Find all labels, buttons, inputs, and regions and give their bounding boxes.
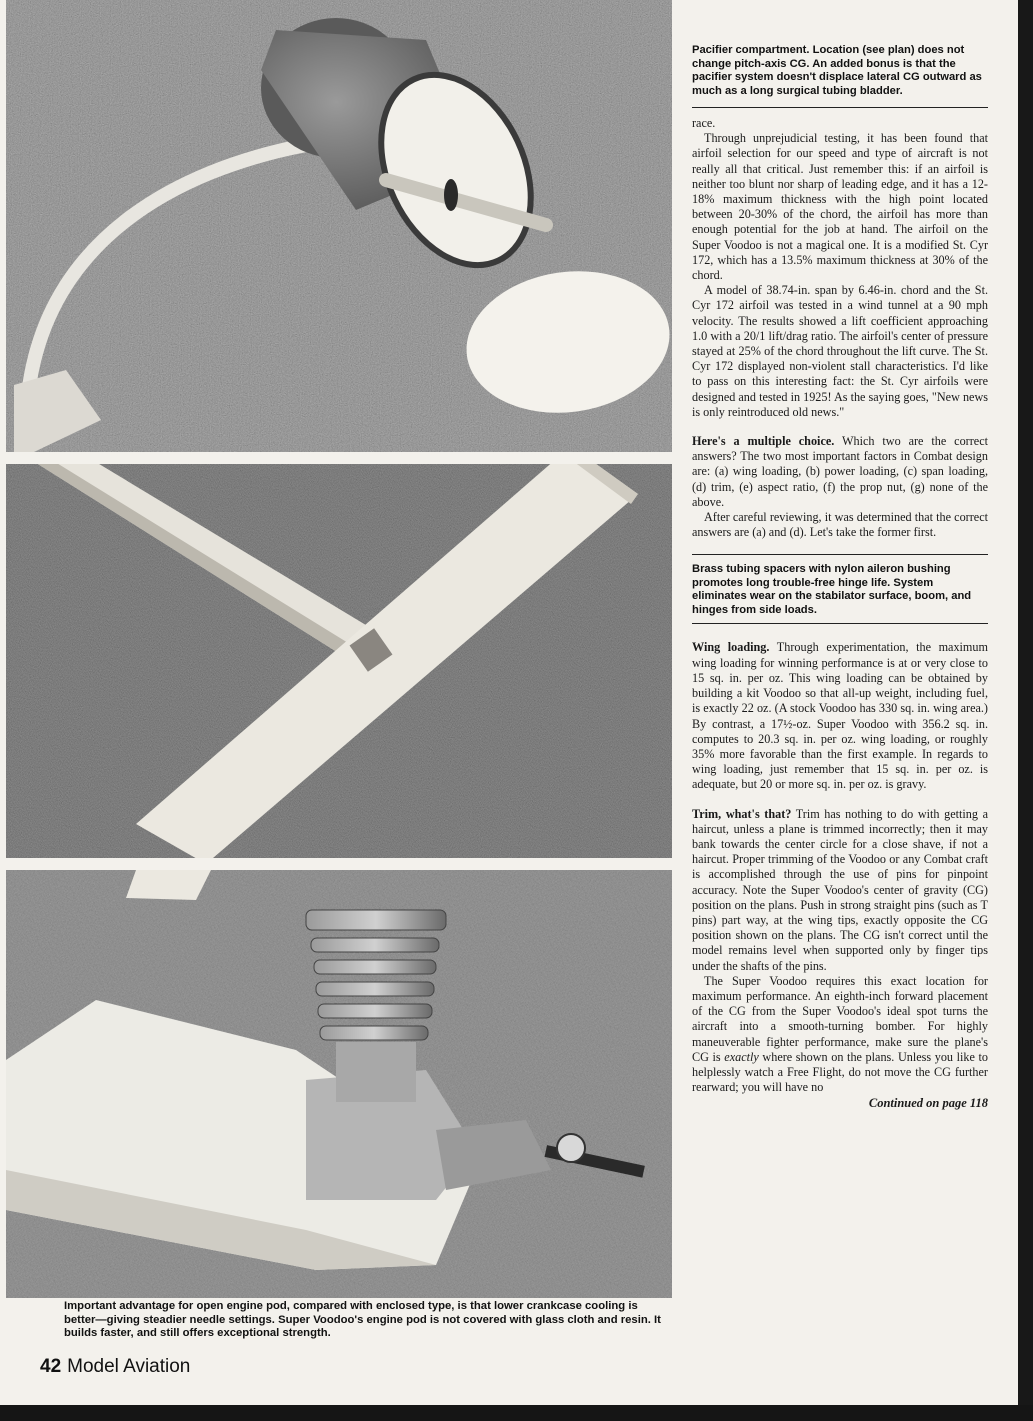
paragraph-correct-answers: After careful reviewing, it was determined that the correct answers are (a) and (d). Let's take the former first. xyxy=(692,510,988,540)
caption-pacifier: Pacifier compartment. Location (see plan) does not change pitch-axis CG. An added bonus is that the pacifier system doesn't displace lateral CG outward as much as a long surgical tubing bladder. xyxy=(692,44,982,97)
multiple-choice-heading: Here's a multiple choice. xyxy=(692,434,835,449)
paragraph-wing-loading xyxy=(692,640,988,792)
cg-text-2: where shown on the plans. Unless you like to helplessly watch a Free Flight, do not move the CG further rearward; you will have no xyxy=(692,1049,988,1095)
paragraph-wind-tunnel: A model of 38.74-in. span by 6.46-in. chord and the St. Cyr 172 airfoil was tested in a wind tunnel at a 90 mph velocity. The results showed a lift coefficient approaching 1.0 with a 20/1 lift/drag ratio. The airfoil's center of pressure stayed at 25% of the chord throughout the lift curve. The St. Cyr 172 displayed non-violent stall characteristics. I'd like to pass on this interesting fact: the St. Cyr airfoils were designed and tested in 1925! As the saying goes, "New news is only reintroduced old news." xyxy=(692,283,988,419)
cg-text-emphasis: exactly xyxy=(724,1049,759,1064)
paragraph-airfoil-selection: Through unprejudicial testing, it has been found that airfoil selection for our speed and type of aircraft is not really all that critical. Just remember this: if an airfoil is neither too blunt nor sharp of leading edge, and it has a 12-18% maximum thickness with the high point located between 20-30% of the chord, the airfoil has more than enough potential for the job at hand. The airfoil on the Super Voodoo is not a magical one. It is a modified St. Cyr 172, which has a 13.5% maximum thickness at 30% of the chord. xyxy=(692,131,988,283)
stabilator-photo-image xyxy=(6,464,672,858)
paragraph-cg-location xyxy=(692,974,988,1096)
trim-text: Trim has nothing to do with getting a haircut, unless a plane is trimmed incorrectly; then it may bank towards the center circle for a close shave, if not a haircut. Proper trimming of the Voodoo or any Combat craft is accomplished through the use of pins for pinpoint accuracy. Note the Super Voodoo's center of gravity (CG) position on the plans. Push in strong straight pins (such as T pins) part way, at the wing tips, exactly opposite the CG position shown on the plans. The CG isn't correct until the model remains level when supported only by finger tips under the shafts of the pins. xyxy=(692,806,988,973)
page-folio xyxy=(40,1356,190,1378)
photo-stabilator-boom xyxy=(6,464,672,858)
scan-edge-right xyxy=(1018,0,1033,1421)
caption-rule xyxy=(692,623,988,624)
caption-rule xyxy=(692,554,988,555)
photo-engine-pod xyxy=(6,870,672,1298)
paragraph-race: race. xyxy=(692,116,716,130)
photo-pacifier-compartment xyxy=(6,0,672,452)
photo-divider xyxy=(6,858,672,870)
wing-loading-heading: Wing loading. xyxy=(692,640,770,655)
scan-edge-bottom xyxy=(0,1405,1033,1421)
caption-brass-tubing: Brass tubing spacers with nylon aileron bushing promotes long trouble-free hinge life. System eliminates wear on the stabilator surface, boom, and hinges from side loads. xyxy=(692,563,972,616)
pacifier-photo-image xyxy=(6,0,672,452)
paragraph-multiple-choice xyxy=(692,434,988,510)
trim-heading: Trim, what's that? xyxy=(692,806,792,821)
article-text-column xyxy=(692,44,988,1111)
cg-text-1: The Super Voodoo requires this exact location for maximum performance. An eighth-inch forward placement of the CG from the Super Voodoo's ideal spot turns the aircraft into a smooth-turning bomber. For highly maneuverable fighter performance, make sure the plane's CG is xyxy=(692,973,988,1064)
photo-divider xyxy=(6,452,672,464)
photo-column xyxy=(6,0,672,1298)
paragraph-trim xyxy=(692,807,988,974)
engine-pod-photo-image xyxy=(6,870,672,1298)
continued-notice: Continued on page 118 xyxy=(868,1096,988,1111)
wing-loading-text: Through experimentation, the maximum wing loading for winning performance is at or very close to 15 sq. in. per oz. This wing loading can be obtained by building a kit Voodoo so that all-up weight, including fuel, is exactly 22 oz. (A stock Voodoo has 330 sq. in. wing area.) By contrast, a 17½-oz. Super Voodoo with 356.2 sq. in. computes to 20.3 sq. in. per oz. wing loading, or roughly 35% more favorable than the first example. In regards to wing loading, just remember that 15 sq. in. per oz. is adequate, but 20 or more sq. in. per oz. is gravy. xyxy=(692,640,988,792)
caption-rule xyxy=(692,107,988,108)
page-number: 42 xyxy=(40,1356,62,1377)
multiple-choice-text: Which two are the correct answers? The two most important factors in Combat design are: (a) wing loading, (b) power loading, (c) span loading, (d) trim, (e) aspect ratio, (f) the prop nut, (g) none of the above. xyxy=(692,434,989,509)
magazine-name: Model Aviation xyxy=(67,1356,191,1377)
caption-engine-pod: Important advantage for open engine pod, compared with enclosed type, is that lower crankcase cooling is better—giving steadier needle settings. Super Voodoo's engine pod is not covered with glass cloth and resin. It builds faster, and still offers exceptional strength. xyxy=(64,1300,661,1339)
